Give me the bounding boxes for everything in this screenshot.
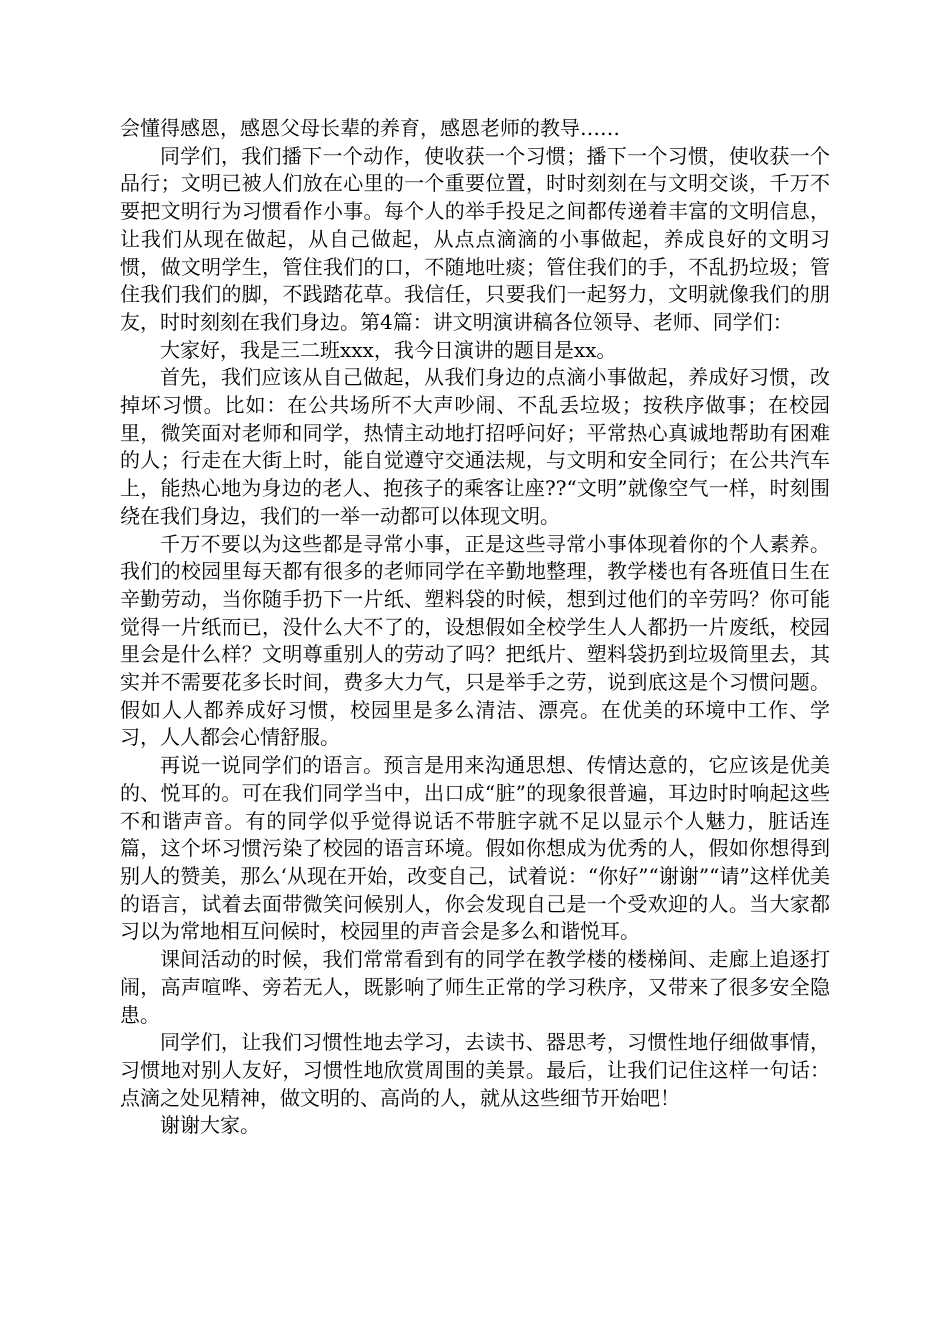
paragraph-language: 再说一说同学们的语言。预言是用来沟通思想、传情达意的，它应该是优美的、悦耳的。可在我们同学当中，出口成“脏”的现象很普遍，耳边时时响起这些不和谐声音。有的同学似乎觉得说话不带脏字就不足以显示个人魅力，脏话连篇，这个坏习惯污染了校园的语言环境。假如你想成为优秀的人，假如你想得到别人的赞美，那么‘从现在开始，改变自己，试着说：“你好”“谢谢”“请”这样优美的语言，试着去面带微笑问候别人，你会发现自己是一个受欢迎的人。当大家都习以为常地相互问候时，校园里的声音会是多么和谐悦耳。	[120, 753, 830, 944]
paragraph-habits: 同学们，我们播下一个动作，使收获一个习惯；播下一个习惯，使收获一个品行；文明已被人们放在心里的一个重要位置，时时刻刻在与文明交谈，千万不要把文明行为习惯看作小事。每个人的举手投足之间都传递着丰富的文明信息，让我们从现在做起，从自己做起，从点点滴滴的小事做起，养成良好的文明习惯，做文明学生，管住我们的口，不随地吐痰；管住我们的手，不乱扔垃圾；管住我们我们的脚，不践踏花草。我信任，只要我们一起努力，文明就像我们的朋友，时时刻刻在我们身边。第4篇：讲文明演讲稿各位领导、老师、同学们：	[120, 143, 830, 334]
document-page	[120, 115, 830, 1140]
paragraph-continuation: 会懂得感恩，感恩父母长辈的养育，感恩老师的教导……	[120, 116, 620, 140]
paragraph-thanks: 谢谢大家。	[160, 1113, 260, 1138]
paragraph-greeting: 大家好，我是三二班xxx，我今日演讲的题目是xx。	[160, 337, 617, 362]
paragraph-start-from-self: 首先，我们应该从自己做起，从我们身边的点滴小事做起，养成好习惯，改掉坏习惯。比如：在公共场所不大声吵闹、不乱丢垃圾；按秩序做事；在校园里，微笑面对老师和同学，热情主动地打招呼问好；平常热心真诚地帮助有困难的人；行走在大街上时，能自觉遵守交通法规，与文明和安全同行；在公共汽车上，能热心地为身边的老人、抱孩子的乘客让座??“文明”就像空气一样，时刻围绕在我们身边，我们的一举一动都可以体现文明。	[120, 365, 830, 528]
paragraph-recess: 课间活动的时候，我们常常看到有的同学在教学楼的楼梯间、走廊上追逐打闹，高声喧哗、旁若无人，既影响了师生正常的学习秩序，又带来了很多安全隐患。	[120, 947, 830, 1027]
paragraph-conclusion: 同学们，让我们习惯性地去学习，去读书、器思考，习惯性地仔细做事情，习惯地对别人友好，习惯性地欣赏周围的美景。最后，让我们记住这样一句话：点滴之处见精神，做文明的、高尚的人，就从这些细节开始吧！	[120, 1030, 830, 1110]
paragraph-small-matters: 千万不要以为这些都是寻常小事，正是这些寻常小事体现着你的个人素养。我们的校园里每天都有很多的老师同学在辛勤地整理，教学楼也有各班值日生在辛勤劳动，当你随手扔下一片纸、塑料袋的时候，想到过他们的辛劳吗？你可能觉得一片纸而已，没什么大不了的，设想假如全校学生人人都扔一片废纸，校园里会是什么样？文明尊重别人的劳动了吗？把纸片、塑料袋扔到垃圾筒里去，其实并不需要花多长时间，费多大力气，只是举手之劳，说到底这是个习惯问题。假如人人都养成好习惯，校园里是多么清洁、漂亮。在优美的环境中工作、学习，人人都会心情舒服。	[120, 531, 830, 750]
